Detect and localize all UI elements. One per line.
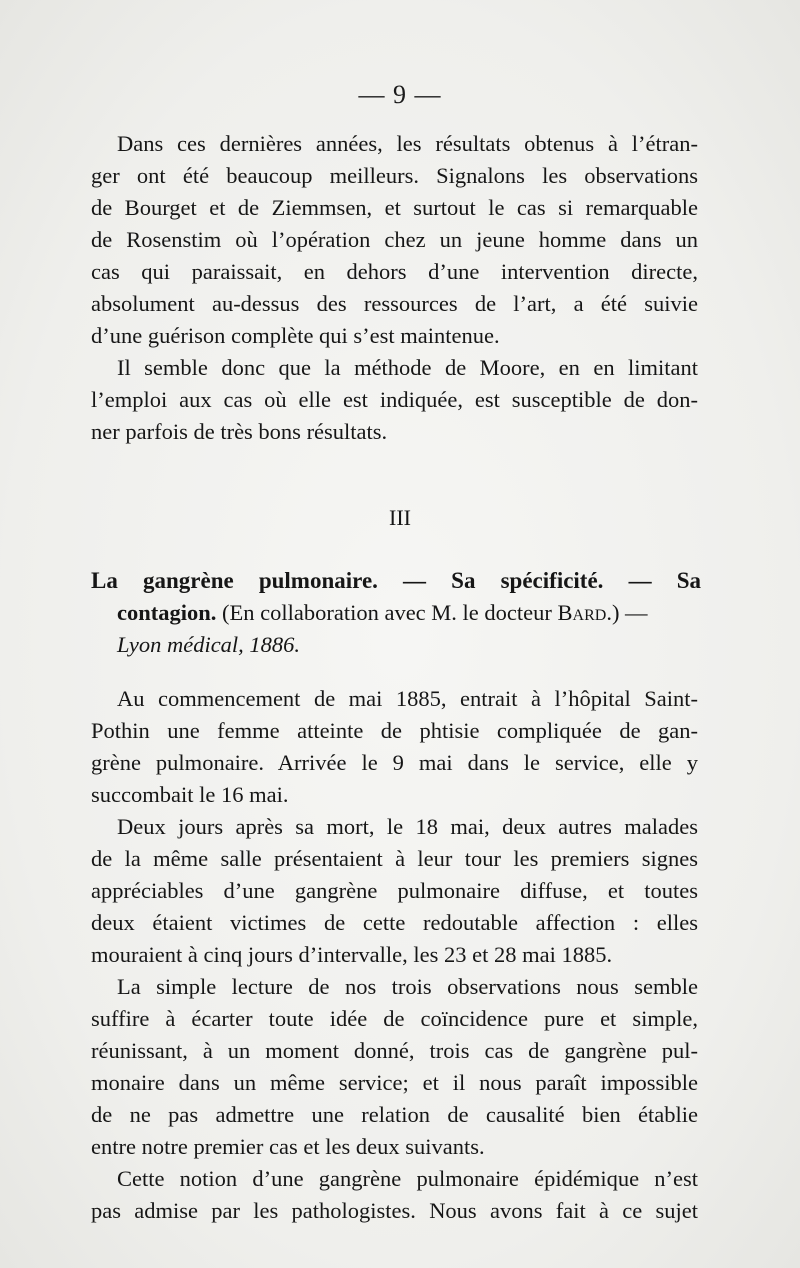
collaborator-name: Bard <box>557 600 607 625</box>
article-subtitle <box>91 597 701 629</box>
text-line: La simple lecture de nos trois observations nous semble <box>117 974 698 999</box>
text-line: absolument au-dessus des ressources de l’art, a été suivie <box>91 291 698 316</box>
article-heading <box>91 565 701 661</box>
text-line: l’emploi aux cas où elle est indiquée, est susceptible de don- <box>91 387 698 412</box>
text-line: succombait le 16 mai. <box>91 782 289 807</box>
text-line: mouraient à cinq jours d’intervalle, les 23 et 28 mai 1885. <box>91 942 613 967</box>
text-line: Dans ces dernières années, les résultats obtenus à l’étran- <box>117 131 698 156</box>
text-line: réunissant, à un moment donné, trois cas de gangrène pul- <box>91 1038 698 1063</box>
text-line: de la même salle présentaient à leur tour les premiers signes <box>91 846 698 871</box>
text-line: d’une guérison complète qui s’est maintenue. <box>91 323 500 348</box>
text-line: entre notre premier cas et les deux suivants. <box>91 1134 485 1159</box>
paragraph-block-2 <box>91 683 698 1227</box>
citation: Lyon médical, 1886. <box>117 632 301 657</box>
text-line: de ne pas admettre une relation de causalité bien établie <box>91 1102 698 1127</box>
text-line: Au commencement de mai 1885, entrait à l’hôpital Saint- <box>117 686 698 711</box>
collaboration-end: .) — <box>606 600 648 625</box>
paragraph-block-1 <box>91 128 698 448</box>
text-line: grène pulmonaire. Arrivée le 9 mai dans le service, elle y <box>91 750 698 775</box>
text-line: Pothin une femme atteinte de phtisie compliquée de gan- <box>91 718 698 743</box>
text-line: Cette notion d’une gangrène pulmonaire épidémique n’est <box>117 1166 698 1191</box>
text-line: monaire dans un même service; et il nous paraît impossible <box>91 1070 698 1095</box>
collaboration-text: (En collaboration avec M. le docteur <box>216 600 558 625</box>
article-title: La gangrène pulmonaire. — Sa spécificité. — Sa <box>91 568 701 593</box>
section-number: III <box>389 505 411 530</box>
text-line: cas qui paraissait, en dehors d’une intervention directe, <box>91 259 698 284</box>
text-line: de Bourget et de Ziemmsen, et surtout le cas si remarquable <box>91 195 698 220</box>
text-line: appréciables d’une gangrène pulmonaire diffuse, et toutes <box>91 878 698 903</box>
page-number: — 9 — <box>358 80 442 109</box>
article-title-end: contagion. <box>117 600 217 625</box>
text-line: ner parfois de très bons résultats. <box>91 419 388 444</box>
text-line: Il semble donc que la méthode de Moore, en en limitant <box>117 355 698 380</box>
text-line: Deux jours après sa mort, le 18 mai, deux autres malades <box>117 814 698 839</box>
text-line: de Rosenstim où l’opération chez un jeune homme dans un <box>91 227 698 252</box>
text-line: deux étaient victimes de cette redoutable affection : elles <box>91 910 698 935</box>
text-line: suffire à écarter toute idée de coïncidence pure et simple, <box>91 1006 698 1031</box>
text-line: ger ont été beaucoup meilleurs. Signalons les observations <box>91 163 698 188</box>
text-line: pas admise par les pathologistes. Nous avons fait à ce sujet <box>91 1198 698 1223</box>
